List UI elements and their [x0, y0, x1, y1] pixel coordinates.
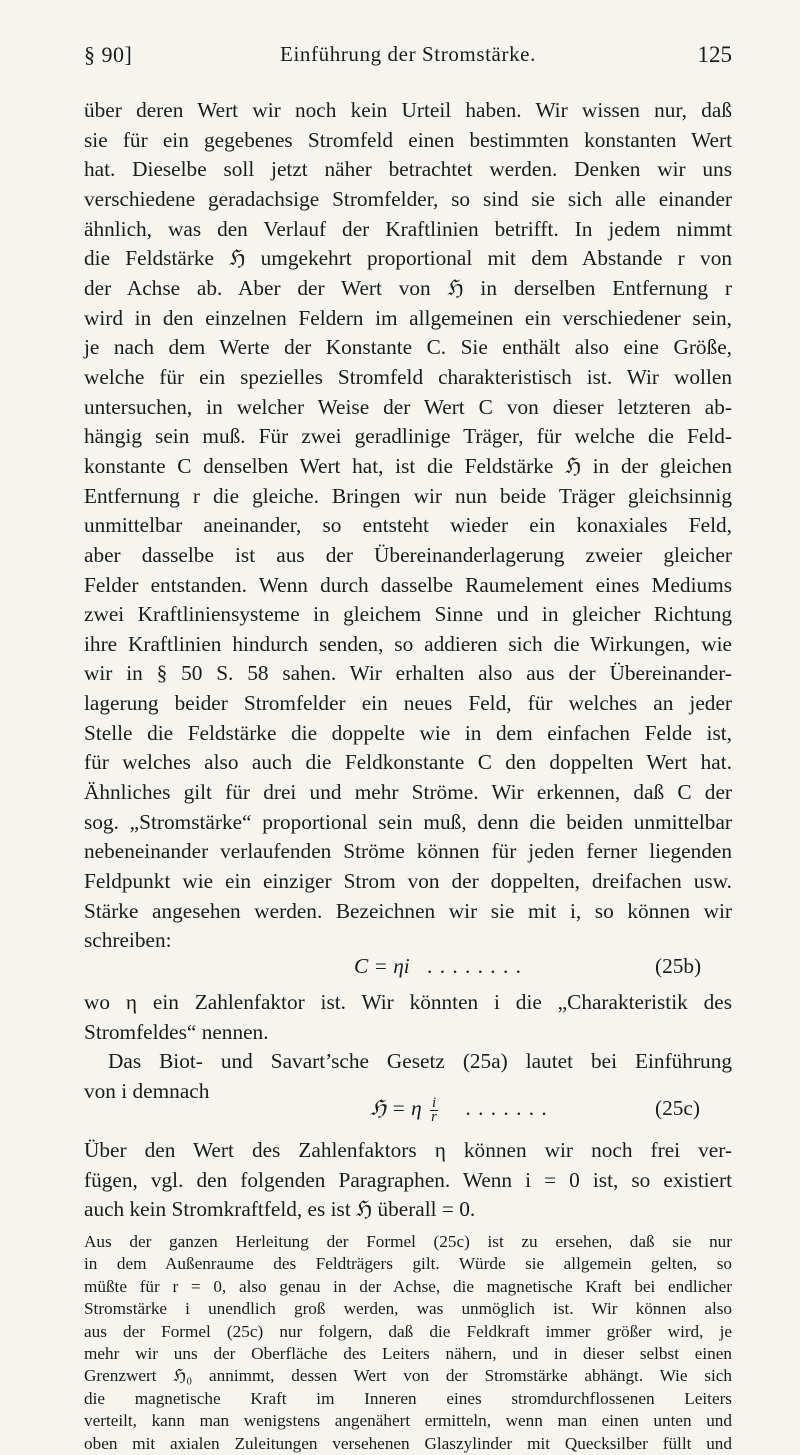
equation-25b [354, 954, 522, 979]
equation-25c-dots: . . . . . . . [465, 1096, 548, 1120]
text-line: ähnlich, was den Verlauf der Kraftlinien betrifft. In jedem nimmt [84, 216, 732, 241]
closing-paragraph [84, 1136, 732, 1225]
footnote-paragraph [84, 1231, 732, 1455]
text-line: die magnetische Kraft im Inneren eines stromdurchflossenen Leiters [84, 1388, 732, 1408]
text-line: Stromfeldes“ nennen. [84, 1019, 269, 1044]
text-line: Felder entstanden. Wenn durch dasselbe Raumelement eines Mediums [84, 572, 732, 597]
equation-25c-fraction [430, 1094, 438, 1125]
equation-25c-label: (25c) [655, 1096, 700, 1120]
explanation-paragraph [84, 988, 732, 1107]
main-paragraph [84, 96, 732, 956]
text-line: Über den Wert des Zahlenfaktors η können wir noch frei ver- [84, 1138, 732, 1162]
text-line: welche für ein spezielles Stromfeld charakteristisch ist. Wir wollen [84, 364, 732, 389]
running-title: Einführung der Stromstärke. [280, 42, 536, 66]
text-line: mehr wir uns der Oberfläche des Leiters nähern, und in dieser selbst einen [84, 1343, 732, 1363]
text-line: fügen, vgl. den folgenden Paragraphen. Wenn i = 0 ist, so existiert [84, 1167, 732, 1192]
fraction-denominator: r [431, 1108, 437, 1125]
text-line: Entfernung r die gleiche. Bringen wir nun beide Träger gleichsinnig [84, 483, 732, 508]
text-line: verschiedene geradachsige Stromfelder, so sind sie sich alle einander [84, 186, 732, 211]
text-line: sog. „Stromstärke“ proportional sein muß, denn die beiden unmittelbar [84, 809, 732, 834]
text-line: hat. Dieselbe soll jetzt näher betrachtet werden. Denken wir uns [84, 157, 732, 182]
equation-25c [370, 1096, 548, 1124]
text-line: in dem Außenraume des Feldträgers gilt. Würde sie allgemein gelten, so [84, 1254, 732, 1274]
text-line: Stärke angesehen werden. Bezeichnen wir sie mit i, so können wir [84, 898, 732, 923]
text-line: verteilt, kann man wenigstens angenähert ermitteln, wenn man einen unten und [84, 1411, 732, 1431]
text-line: Das Biot- und Savart’sche Gesetz (25a) lautet bei Einführung [108, 1049, 732, 1074]
text-line: der Achse ab. Aber der Wert von ℌ in derselben Entfernung r [84, 275, 732, 300]
text-line: wo η ein Zahlenfaktor ist. Wir könnten i die „Charakteristik des [84, 990, 732, 1014]
equation-25c-lhs: ℌ = η [370, 1096, 422, 1120]
equation-25b-label: (25b) [655, 954, 702, 978]
text-line: aber dasselbe ist aus der Übereinanderlagerung zweier gleicher [84, 542, 732, 567]
text-line: aus der Formel (25c) nur folgern, daß die Feldkraft immer größer wird, je [84, 1321, 732, 1341]
text-line: lagerung beider Stromfelder ein neues Feld, für welches an jeder [84, 691, 732, 716]
text-line: wird in den einzelnen Feldern im allgemeinen ein verschiedener sein, [84, 305, 732, 330]
text-line: unmittelbar aneinander, so entsteht wieder ein konaxiales Feld, [84, 513, 732, 538]
text-line: Stelle die Feldstärke die doppelte wie in dem einfachen Felde ist, [84, 720, 732, 745]
text-line: Feldpunkt wie ein einziger Strom von der doppelten, dreifachen usw. [84, 869, 732, 894]
equation-25b-formula: C = ηi [354, 954, 410, 978]
text-line: konstante C denselben Wert hat, ist die Feldstärke ℌ in der gleichen [84, 453, 732, 478]
text-line: wir in § 50 S. 58 sahen. Wir erhalten also aus der Übereinander- [84, 661, 732, 686]
page-number: 125 [697, 42, 732, 67]
text-line: zwei Kraftliniensysteme in gleichem Sinne und in gleicher Richtung [84, 602, 732, 627]
text-line: ihre Kraftlinien hindurch senden, so addieren sich die Wirkungen, wie [84, 631, 732, 656]
text-line: nebeneinander verlaufenden Ströme können für jeden ferner liegenden [84, 839, 732, 864]
text-line: Aus der ganzen Herleitung der Formel (25c) ist zu ersehen, daß sie nur [84, 1231, 732, 1251]
text-line: die Feldstärke ℌ umgekehrt proportional mit dem Abstande r von [84, 246, 732, 271]
running-header [84, 42, 732, 76]
text-line: über deren Wert wir noch kein Urteil haben. Wir wissen nur, daß [84, 98, 732, 122]
text-line: auch kein Stromkraftfeld, es ist ℌ überall = 0. [84, 1197, 476, 1222]
text-line: Grenzwert ℌ₀ annimmt, dessen Wert von der Stromstärke abhängt. Wie sich [84, 1366, 732, 1386]
text-line: untersuchen, in welcher Weise der Wert C von dieser letzteren ab- [84, 394, 732, 419]
text-line: Ähnliches gilt für drei und mehr Ströme. Wir erkennen, daß C der [84, 780, 732, 805]
text-line: sie für ein gegebenes Stromfeld einen bestimmten konstanten Wert [84, 127, 732, 152]
fraction-numerator: i [431, 1094, 437, 1111]
section-reference: § 90] [84, 42, 133, 67]
text-line: von i demnach [84, 1078, 210, 1103]
text-line: schreiben: [84, 928, 172, 953]
text-line: Stromstärke i unendlich groß werden, was unmöglich ist. Wir können also [84, 1299, 732, 1319]
equation-25b-dots: . . . . . . . . [427, 954, 522, 978]
text-line: müßte für r = 0, also genau in der Achse, die magnetische Kraft bei endlicher [84, 1276, 732, 1296]
text-line: je nach dem Werte der Konstante C. Sie enthält also eine Größe, [84, 335, 732, 360]
text-line: hängig sein muß. Für zwei geradlinige Träger, für welche die Feld- [84, 424, 732, 449]
text-line: oben mit axialen Zuleitungen versehenen Glaszylinder mit Quecksilber füllt und [84, 1433, 732, 1453]
text-line: für welches also auch die Feldkonstante C den doppelten Wert hat. [84, 750, 732, 775]
